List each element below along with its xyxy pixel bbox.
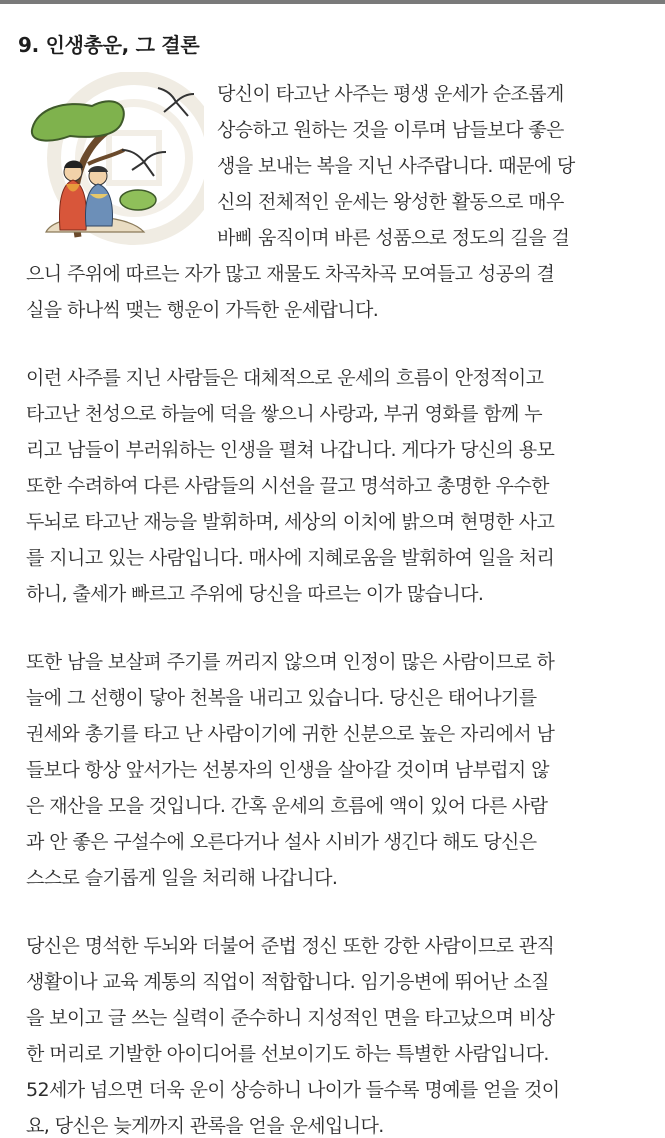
paragraph-2-line: 이런 사주를 지닌 사람들은 대체적으로 운세의 흐름이 안정적이고 [26, 367, 544, 389]
paragraph-2-line: 하니, 출세가 빠르고 주위에 당신을 따르는 이가 많습니다. [26, 583, 484, 605]
paragraph-1-line: 당신이 타고난 사주는 평생 운세가 순조롭게 [217, 83, 564, 105]
paragraph-4-line: 52세가 넘으면 더욱 운이 상승하니 나이가 들수록 명예를 얻을 것이 [26, 1079, 560, 1101]
paragraph-4-line: 당신은 명석한 두뇌와 더불어 준법 정신 또한 강한 사람이므로 관직 [26, 935, 555, 957]
paragraph-1-line: 바삐 움직이며 바른 성품으로 정도의 길을 걸 [217, 227, 570, 249]
tree-couple-illustration [26, 72, 204, 248]
paragraph-1-line: 신의 전체적인 운세는 왕성한 활동으로 매우 [217, 191, 564, 213]
paragraph-3-line: 과 안 좋은 구설수에 오른다거나 설사 시비가 생긴다 해도 당신은 [26, 831, 537, 853]
paragraph-1-line: 으니 주위에 따르는 자가 많고 재물도 차곡차곡 모여들고 성공의 결 [26, 263, 555, 285]
paragraph-1-line: 상승하고 원하는 것을 이루며 남들보다 좋은 [217, 119, 564, 141]
paragraph-4-line: 한 머리로 기발한 아이디어를 선보이기도 하는 특별한 사람입니다. [26, 1043, 549, 1065]
paragraph-2-line: 두뇌로 타고난 재능을 발휘하며, 세상의 이치에 밝으며 현명한 사고 [26, 511, 555, 533]
illustration-image [26, 72, 204, 248]
paragraph-3-line: 늘에 그 선행이 닿아 천복을 내리고 있습니다. 당신은 태어나기를 [26, 687, 537, 709]
paragraph-3-line: 들보다 항상 앞서가는 선봉자의 인생을 살아갈 것이며 남부럽지 않 [26, 759, 549, 781]
paragraph-2-line: 또한 수려하여 다른 사람들의 시선을 끌고 명석하고 총명한 우수한 [26, 475, 549, 497]
paragraph-2-line: 를 지니고 있는 사람입니다. 매사에 지혜로움을 발휘하여 일을 처리 [26, 547, 555, 569]
paragraph-4-line: 을 보이고 글 쓰는 실력이 준수하니 지성적인 면을 타고났으며 비상 [26, 1007, 555, 1029]
paragraph-3-line: 또한 남을 보살펴 주기를 꺼리지 않으며 인정이 많은 사람이므로 하 [26, 651, 555, 673]
paragraph-1-line: 실을 하나씩 맺는 행운이 가득한 운세랍니다. [26, 299, 379, 321]
paragraph-3-line: 스스로 슬기롭게 일을 처리해 나갑니다. [26, 867, 338, 889]
paragraph-1-line: 생을 보내는 복을 지닌 사주랍니다. 때문에 당 [217, 155, 575, 177]
paragraph-2-line: 타고난 천성으로 하늘에 덕을 쌓으니 사랑과, 부귀 영화를 함께 누 [26, 403, 543, 425]
paragraph-2-line: 리고 남들이 부러워하는 인생을 펼쳐 나갑니다. 게다가 당신의 용모 [26, 439, 555, 461]
paragraph-3-line: 은 재산을 모을 것입니다. 간혹 운세의 흐름에 액이 있어 다른 사람 [26, 795, 548, 817]
paragraph-4-line: 생활이나 교육 계통의 직업이 적합합니다. 임기응변에 뛰어난 소질 [26, 971, 549, 993]
paragraph-4-line: 요, 당신은 늦게까지 관록을 얻을 운세입니다. [26, 1115, 384, 1137]
top-divider [0, 0, 665, 4]
paragraph-3-line: 권세와 총기를 타고 난 사람이기에 귀한 신분으로 높은 자리에서 남 [26, 723, 555, 745]
section-title: 9. 인생총운, 그 결론 [18, 33, 200, 57]
